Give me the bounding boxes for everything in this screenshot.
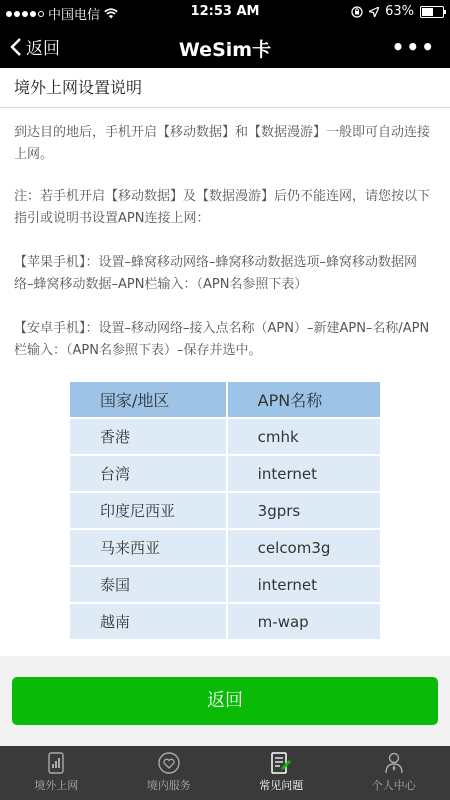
table-row xyxy=(70,566,380,603)
section-title: 境外上网设置说明 xyxy=(0,68,450,108)
region-cell: 马来西亚 xyxy=(70,529,227,566)
region-cell: 泰国 xyxy=(70,566,227,603)
button-area xyxy=(0,656,450,746)
table-row xyxy=(70,603,380,639)
return-button[interactable]: 返回 xyxy=(12,677,438,725)
document-edit-icon xyxy=(271,752,291,774)
back-label: 返回 xyxy=(26,39,60,59)
status-bar xyxy=(0,0,450,24)
tab-label: 境内服务 xyxy=(146,779,191,792)
tab-label: 境外上网 xyxy=(34,779,79,792)
status-time: 12:53 AM xyxy=(190,4,260,19)
table-row xyxy=(70,455,380,492)
table-header-row xyxy=(70,382,380,418)
battery-icon xyxy=(420,6,444,18)
header-region: 国家/地区 xyxy=(70,382,227,418)
intro-paragraph: 到达目的地后，手机开启【移动数据】和【数据漫游】一般即可自动连接上网。 xyxy=(14,125,431,162)
table-row xyxy=(70,418,380,455)
heart-icon xyxy=(158,752,180,774)
android-instructions: 【安卓手机】：设置–移动网络–接入点名称（APN）–新建APN–名称/APN栏输入：（APN名参照下表）–保存并选中。 xyxy=(14,321,430,358)
apn-cell: internet xyxy=(227,455,380,492)
rotation-lock-icon xyxy=(351,6,363,18)
apn-cell: celcom3g xyxy=(227,529,380,566)
location-arrow-icon xyxy=(369,7,379,17)
apn-cell: internet xyxy=(227,566,380,603)
carrier-name: 中国电信 xyxy=(48,8,101,23)
tab-faq[interactable] xyxy=(225,746,338,800)
tab-bar xyxy=(0,746,450,800)
iphone-instructions: 【苹果手机】：设置–蜂窝移动网络–蜂窝移动数据选项–蜂窝移动数据网络–蜂窝移动数据–APN栏输入：（APN名参照下表） xyxy=(14,255,418,292)
nav-bar xyxy=(0,24,450,68)
region-cell: 香港 xyxy=(70,418,227,455)
person-icon xyxy=(384,752,404,774)
tab-overseas-internet[interactable] xyxy=(0,746,113,800)
note-paragraph: 注：若手机开启【移动数据】及【数据漫游】后仍不能连网，请您按以下指引或说明书设置APN连接上网： xyxy=(14,189,431,226)
tab-personal-center[interactable] xyxy=(338,746,450,800)
region-cell: 台湾 xyxy=(70,455,227,492)
apn-cell: 3gprs xyxy=(227,492,380,529)
phone-icon xyxy=(48,752,64,774)
tab-domestic-service[interactable] xyxy=(113,746,226,800)
region-cell: 印度尼西亚 xyxy=(70,492,227,529)
page-title: WeSim卡 xyxy=(178,39,272,61)
table-row xyxy=(70,529,380,566)
more-menu-button[interactable]: ••• xyxy=(391,35,436,59)
apn-cell: m-wap xyxy=(227,603,380,639)
region-cell: 越南 xyxy=(70,603,227,639)
tab-label: 个人中心 xyxy=(371,779,416,792)
apn-table xyxy=(70,382,380,639)
header-apn: APN名称 xyxy=(227,382,380,418)
tab-label: 常见问题 xyxy=(259,779,304,792)
battery-percent: 63% xyxy=(385,4,414,19)
table-row xyxy=(70,492,380,529)
apn-cell: cmhk xyxy=(227,418,380,455)
